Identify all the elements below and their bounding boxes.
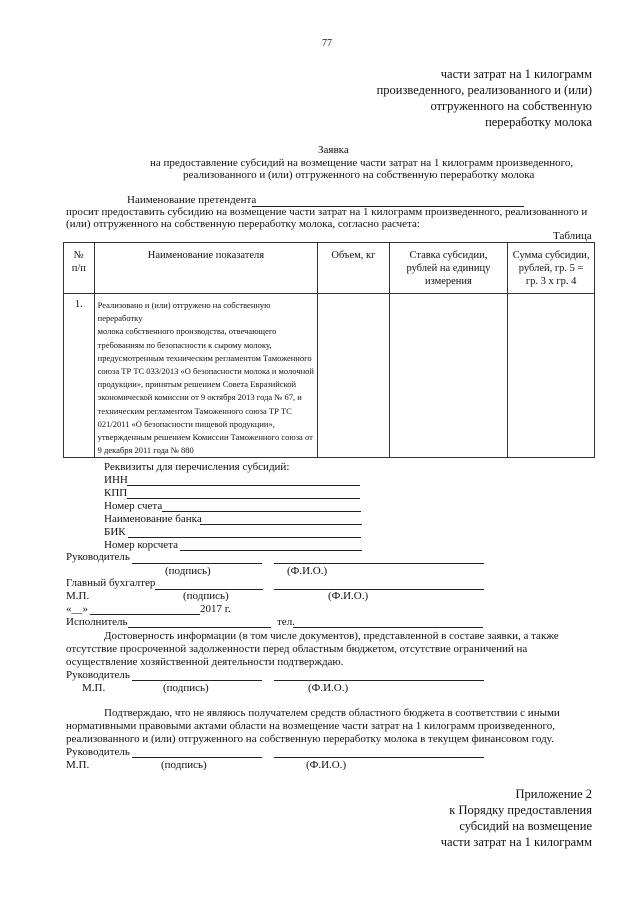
bank-field[interactable] (200, 524, 362, 525)
inn-label: ИНН (104, 474, 128, 486)
appendix-line: субсидий на возмещение (459, 819, 592, 833)
corr-account-label: Номер корсчета (104, 539, 179, 551)
kpp-label: КПП (104, 487, 128, 499)
signature-hint: (подпись) (165, 565, 211, 577)
confirm-text: Достоверность информации (в том числе документов), представленной в составе заявки, а также (104, 630, 559, 642)
head-signature-field[interactable] (132, 757, 262, 758)
appendix-header (441, 786, 592, 850)
account-field[interactable] (162, 511, 361, 512)
row-name (94, 294, 318, 458)
row-sum-cell[interactable] (508, 294, 595, 458)
request-subtitle: реализованного и (или) отгруженного на собственную переработку молока (183, 169, 535, 181)
mp-label: М.П. (82, 682, 106, 694)
row-name-line: Реализовано и (или) отгружено на собственную переработку (97, 300, 271, 324)
bik-label: БИК (104, 526, 126, 538)
subsidy-table (63, 242, 595, 458)
row-num (64, 294, 95, 458)
header-name-text: Наименование показателя (147, 250, 265, 261)
table-label: Таблица (553, 230, 592, 242)
executor-field[interactable] (128, 627, 271, 628)
row-name-line: утвержденным решением Комиссии Таможенного союза от (97, 432, 313, 443)
header-rate-text: Ставка субсидии, рублей на единицу измерения (406, 250, 491, 287)
table-row (64, 294, 595, 458)
row-name-line: молока собственного производства, отвечающего (97, 326, 277, 337)
row-volume-cell[interactable] (318, 294, 389, 458)
kpp-field[interactable] (127, 498, 360, 499)
bik-field[interactable] (128, 537, 361, 538)
request-text: просит предоставить субсидию на возмещение части затрат на 1 килограмм произведенного, реализованного и (66, 206, 588, 218)
head-signature-field[interactable] (132, 680, 262, 681)
request-subtitle: на предоставление субсидий на возмещение части затрат на 1 килограмм произведенного, (150, 157, 574, 169)
fio-hint: (Ф.И.О.) (306, 759, 347, 771)
request-text: (или) отгруженного на собственную переработку молока, согласно расчета: (66, 218, 420, 230)
top-header-line: произведенного, реализованного и (или) (376, 83, 592, 97)
table-header-row (64, 243, 595, 294)
date-year: 2017 г. (200, 603, 231, 615)
top-header-line: отгруженного на собственную (430, 99, 592, 113)
requisites-title: Реквизиты для перечисления субсидий: (104, 461, 290, 473)
row-rate-cell[interactable] (389, 294, 508, 458)
top-header-line: части затрат на 1 килограмм (440, 67, 592, 81)
row-name-line: 021/2011 «О безопасности пищевой продукции», (97, 418, 275, 429)
header-name (94, 243, 318, 294)
phone-label: тел. (277, 616, 295, 628)
row-name-line: предусмотренным техническим регламентом Таможенного (97, 352, 312, 363)
head-label: Руководитель (66, 551, 130, 563)
head-fio-field[interactable] (274, 563, 484, 564)
inn-field[interactable] (127, 485, 360, 486)
confirm-text: Подтверждаю, что не являюсь получателем средств областного бюджета в соответствии с иными (104, 707, 560, 719)
header-num (64, 243, 95, 294)
corr-account-field[interactable] (180, 550, 362, 551)
appendix-line: Приложение 2 (515, 787, 592, 801)
date-month-field[interactable] (90, 614, 200, 615)
head-fio-field[interactable] (274, 757, 484, 758)
account-label: Номер счета (104, 500, 163, 512)
header-volume-text: Объем, кг (331, 250, 376, 261)
mp-label: М.П. (66, 759, 90, 771)
signature-hint: (подпись) (161, 759, 207, 771)
row-name-line: требованиям по безопасности к сырому молоку, (97, 339, 272, 350)
row-name-line: 9 декабря 2011 года № 880 (97, 445, 194, 456)
fio-hint: (Ф.И.О.) (308, 682, 349, 694)
header-volume (318, 243, 389, 294)
request-title: Заявка (318, 144, 349, 156)
head-fio-field[interactable] (274, 680, 484, 681)
row-name-text (98, 299, 316, 457)
head-label: Руководитель (66, 669, 130, 681)
confirm-text: реализованного и (или) отгруженного на собственную переработку молока в текущем финансовом году. (66, 733, 554, 745)
signature-hint: (подпись) (183, 590, 229, 602)
top-header-line: переработку молока (485, 115, 592, 129)
header-num-text: № п/п (71, 250, 86, 274)
chief-accountant-label: Главный бухгалтер (66, 577, 156, 589)
signature-hint: (подпись) (163, 682, 209, 694)
confirm-text: осуществление хозяйственной деятельности подтверждаю. (66, 656, 344, 668)
row-name-line: экономической комиссии от 9 октября 2013 года № 67, и (97, 392, 302, 403)
header-sum-text: Сумма субсидии, рублей, гр. 5 = гр. 3 х гр. 4 (512, 250, 590, 287)
appendix-line: к Порядку предоставления (449, 803, 592, 817)
header-rate (389, 243, 508, 294)
mp-label: М.П. (66, 590, 90, 602)
date-day: «__» (66, 603, 88, 615)
head-label: Руководитель (66, 746, 130, 758)
applicant-label: Наименование претендента (127, 194, 257, 206)
confirm-text: нормативными правовыми актами области на возмещение части затрат на 1 килограмм произведенного, (66, 720, 556, 732)
top-header (377, 66, 592, 130)
header-sum (508, 243, 595, 294)
page-number: 77 (322, 38, 332, 49)
row-name-line: продукции», принятым решением Совета Евразийской (97, 379, 297, 390)
confirm-text: отсутствие просроченной задолженности перед областным бюджетом, отсутствие ограничений на (66, 643, 528, 655)
bank-label: Наименование банка (104, 513, 202, 525)
phone-field[interactable] (293, 627, 483, 628)
executor-label: Исполнитель (66, 616, 128, 628)
accountant-fio-field[interactable] (274, 589, 484, 590)
fio-hint: (Ф.И.О.) (328, 590, 369, 602)
row-name-line: союза ТР ТС 033/2013 «О безопасности молока и молочной (97, 366, 314, 377)
head-signature-field[interactable] (132, 563, 262, 564)
row-name-line: техническим регламентом Таможенного союза ТР ТС (97, 405, 292, 416)
fio-hint: (Ф.И.О.) (287, 565, 328, 577)
appendix-line: части затрат на 1 килограмм (440, 835, 592, 849)
row-num-text: 1. (74, 299, 83, 310)
